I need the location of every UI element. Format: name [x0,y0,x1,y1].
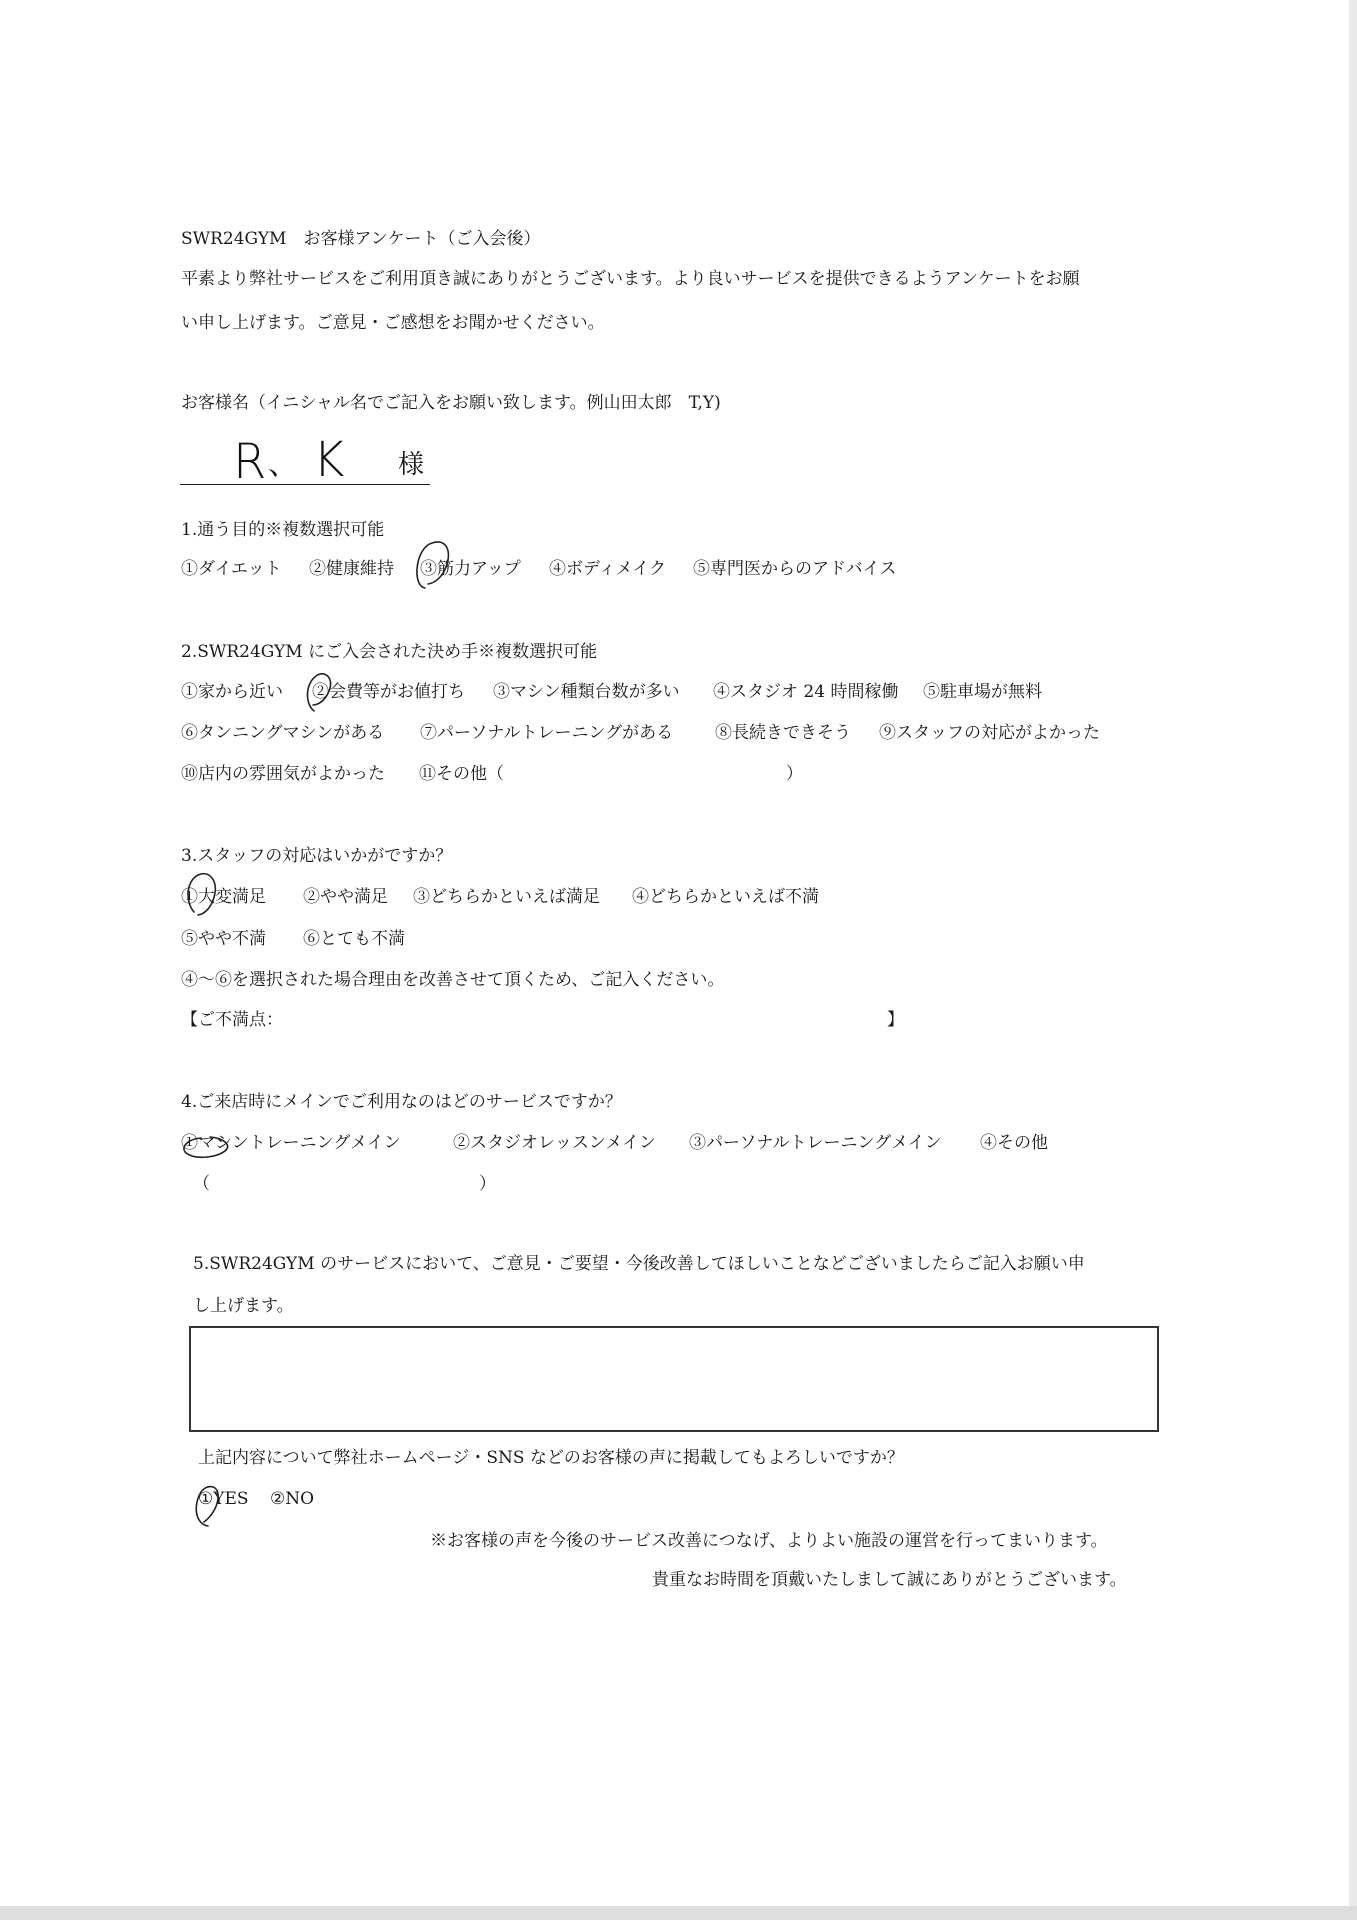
q1-option-4[interactable]: ④ボディメイク [549,559,666,579]
q3-option-1[interactable]: ①大変満足 [181,887,266,907]
q2-option-8[interactable]: ⑧長続きできそう [715,723,851,743]
q4-option-3[interactable]: ③パーソナルトレーニングメイン [689,1133,942,1153]
form-title: SWR24GYM お客様アンケート（ご入会後） [181,229,541,249]
q4-other-open: （ [193,1174,210,1194]
customer-initial-1: R [233,434,267,490]
q3-complaint-open: 【ご不満点： [181,1010,283,1030]
customer-name-underline [180,484,430,485]
q2-option-1[interactable]: ①家から近い [181,682,283,702]
customer-initial-2: K [313,432,345,488]
q2-option-5[interactable]: ⑤駐車場が無料 [923,682,1042,702]
q2-other-close: ） [786,764,803,784]
q3-note: ④～⑥を選択された場合理由を改善させて頂くため、ご記入ください。 [181,970,725,990]
q2-question: 2.SWR24GYM にご入会された決め手※複数選択可能 [181,642,598,662]
intro-line-1: 平素より弊社サービスをご利用頂き誠にありがとうございます。より良いサービスを提供できるようアンケートをお願 [181,269,1080,289]
comment-box[interactable] [189,1326,1159,1432]
q2-option-3[interactable]: ③マシン種類台数が多い [493,682,680,702]
q2-option-4[interactable]: ④スタジオ 24 時間稼働 [713,682,899,702]
q2-option-7[interactable]: ⑦パーソナルトレーニングがある [420,723,674,743]
q4-option-1[interactable]: ①マシントレーニングメイン [181,1133,401,1153]
q2-option-2[interactable]: ②会費等がお値打ち [312,682,465,702]
customer-name-separator: 、 [268,447,298,482]
q2-option-6[interactable]: ⑥タンニングマシンがある [181,723,385,743]
footer-line-2: 貴重なお時間を頂戴いたしまして誠にありがとうございます。 [652,1570,1127,1590]
q1-question: 1.通う目的※複数選択可能 [181,520,385,540]
scan-edge-bottom [0,1906,1357,1920]
q3-complaint-close: 】 [887,1010,904,1030]
q5-publish-question: 上記内容について弊社ホームページ・SNS などのお客様の声に掲載してもよろしいですか？ [198,1448,904,1468]
q2-option-11[interactable]: ⑪その他（ [419,764,504,784]
q3-option-3[interactable]: ③どちらかといえば満足 [413,887,600,907]
q5-option-yes[interactable]: ①YES [198,1489,249,1509]
q4-option-4[interactable]: ④その他 [980,1133,1048,1153]
q1-option-3[interactable]: ③筋力アップ [420,559,521,579]
customer-name-label: お客様名（イニシャル名でご記入をお願い致します。例山田太郎 T,Y) [181,393,721,413]
q4-other-close: ） [479,1174,496,1194]
intro-line-2: い申し上げます。ご意見・ご感想をお聞かせください。 [181,313,605,333]
q1-option-1[interactable]: ①ダイエット [181,559,282,579]
q5-question-line-2: し上げます。 [193,1296,294,1316]
q3-option-6[interactable]: ⑥とても不満 [303,929,405,949]
q2-option-9[interactable]: ⑨スタッフの対応がよかった [879,723,1100,743]
q5-option-no[interactable]: ②NO [270,1489,315,1509]
q1-option-2[interactable]: ②健康維持 [309,559,394,579]
q3-option-2[interactable]: ②やや満足 [303,887,388,907]
q3-question: 3.スタッフの対応はいかがですか？ [181,846,453,866]
customer-honorific: 様 [398,450,425,480]
q4-option-2[interactable]: ②スタジオレッスンメイン [453,1133,656,1153]
q5-question-line-1: 5.SWR24GYM のサービスにおいて、ご意見・ご要望・今後改善してほしいことなどございましたらご記入お願い申 [193,1254,1085,1274]
scan-edge-right [1349,0,1357,1920]
q3-option-4[interactable]: ④どちらかといえば不満 [632,887,819,907]
q2-option-10[interactable]: ⑩店内の雰囲気がよかった [181,764,385,784]
q1-option-5[interactable]: ⑤専門医からのアドバイス [693,559,897,579]
q4-question: 4.ご来店時にメインでご利用なのはどのサービスですか？ [181,1092,622,1112]
footer-line-1: ※お客様の声を今後のサービス改善につなげ、よりよい施設の運営を行ってまいります。 [430,1531,1108,1551]
q3-option-5[interactable]: ⑤やや不満 [181,929,266,949]
